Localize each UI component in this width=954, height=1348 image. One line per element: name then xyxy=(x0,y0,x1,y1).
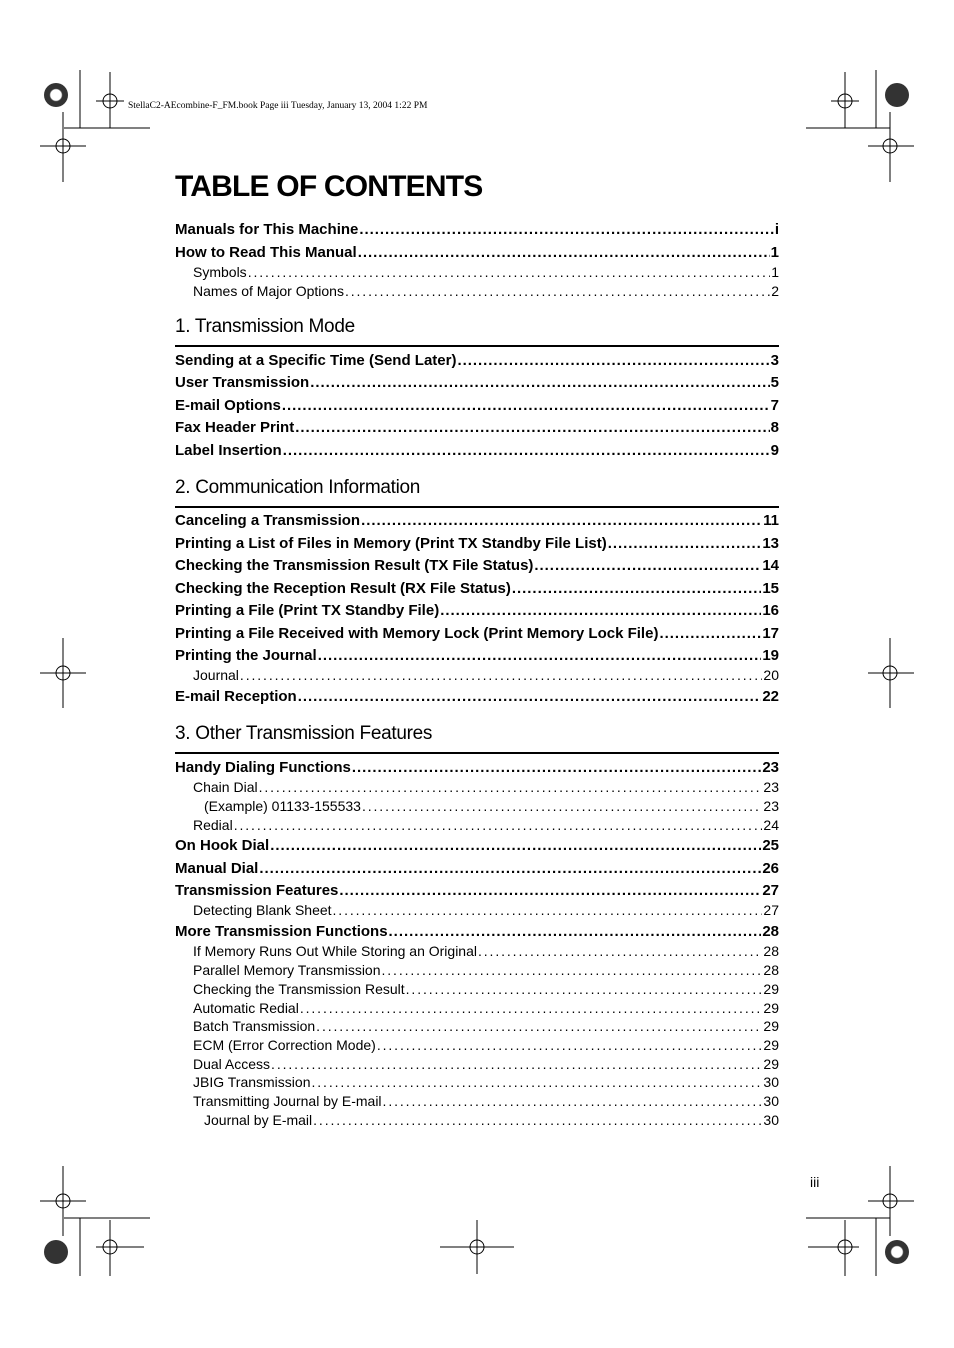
toc-entry-title: Checking the Reception Result (RX File Status) xyxy=(175,580,511,597)
toc-entry-title: Symbols xyxy=(193,264,247,280)
toc-entry-title: Journal by E-mail xyxy=(204,1112,313,1128)
toc-entry[interactable] xyxy=(175,759,779,776)
toc-entry-title: More Transmission Functions xyxy=(175,923,388,940)
toc-leader-dots xyxy=(339,882,761,899)
toc-leader-dots xyxy=(259,860,761,877)
toc-leader-dots xyxy=(478,943,762,959)
toc-entry-title: Dual Access xyxy=(193,1056,271,1072)
toc-entry[interactable] xyxy=(175,602,779,619)
toc-entry-title: Fax Header Print xyxy=(175,419,295,436)
toc-entry-page: 26 xyxy=(762,860,779,877)
toc-entry[interactable] xyxy=(175,1112,779,1128)
toc-entry[interactable] xyxy=(175,264,779,280)
toc-entry-title: Parallel Memory Transmission xyxy=(193,962,381,978)
page-number: iii xyxy=(810,1174,820,1190)
toc-leader-dots xyxy=(283,442,770,459)
toc-entry-page: 1 xyxy=(770,244,779,261)
toc-entry-page: i xyxy=(774,221,779,238)
toc-entry[interactable] xyxy=(175,397,779,414)
toc-leader-dots xyxy=(457,352,769,369)
toc-entry-title: Printing a List of Files in Memory (Print TX Standby File List) xyxy=(175,535,607,552)
toc-leader-dots xyxy=(316,1018,762,1034)
toc-entry[interactable] xyxy=(175,1000,779,1016)
toc-entry[interactable] xyxy=(175,442,779,459)
toc-leader-dots xyxy=(383,1093,763,1109)
toc-entry-page: 29 xyxy=(763,1056,779,1072)
toc-entry-page: 28 xyxy=(763,943,779,959)
toc-entry[interactable] xyxy=(175,1093,779,1109)
toc-entry-page: 22 xyxy=(762,688,779,705)
toc-entry-page: 28 xyxy=(762,923,779,940)
toc-entry-page: 27 xyxy=(762,882,779,899)
toc-entry-title: Manuals for This Machine xyxy=(175,221,359,238)
toc-entry-title: JBIG Transmission xyxy=(193,1074,311,1090)
toc-leader-dots xyxy=(345,283,770,299)
toc-entry-page: 3 xyxy=(770,352,779,369)
toc-entry-page: 2 xyxy=(771,283,779,299)
toc-entry-page: 23 xyxy=(763,779,779,795)
toc-entry[interactable] xyxy=(175,512,779,529)
toc-entry-page: 30 xyxy=(763,1112,779,1128)
toc-entry[interactable] xyxy=(175,798,779,814)
toc-entry[interactable] xyxy=(175,374,779,391)
toc-entry-title: Printing a File Received with Memory Lock (Print Memory Lock File) xyxy=(175,625,659,642)
toc-leader-dots xyxy=(259,779,763,795)
toc-leader-dots xyxy=(271,1056,762,1072)
toc-entry-title: E-mail Options xyxy=(175,397,281,414)
toc-leader-dots xyxy=(313,1112,762,1128)
toc-entry-page: 28 xyxy=(763,962,779,978)
toc-entry[interactable] xyxy=(175,283,779,299)
toc-leader-dots xyxy=(270,837,761,854)
toc-entry-page: 29 xyxy=(763,1000,779,1016)
toc-leader-dots xyxy=(361,512,762,529)
toc-entry-title: Checking the Transmission Result xyxy=(193,981,405,997)
section-heading-1: 1. Transmission Mode xyxy=(175,316,779,347)
toc-entry[interactable] xyxy=(175,535,779,552)
toc-entry-title: Printing the Journal xyxy=(175,647,317,664)
toc-entry-page: 17 xyxy=(762,625,779,642)
toc-entry[interactable] xyxy=(175,923,779,940)
toc-entry[interactable] xyxy=(175,557,779,574)
toc-entry-page: 19 xyxy=(762,647,779,664)
toc-entry[interactable] xyxy=(175,1037,779,1053)
toc-leader-dots xyxy=(389,923,762,940)
toc-entry[interactable] xyxy=(175,352,779,369)
toc-leader-dots xyxy=(333,902,763,918)
toc-leader-dots xyxy=(659,625,761,642)
toc-leader-dots xyxy=(382,962,763,978)
toc-entry-title: Handy Dialing Functions xyxy=(175,759,351,776)
section-heading-3: 3. Other Transmission Features xyxy=(175,723,779,754)
toc-leader-dots xyxy=(406,981,763,997)
toc-entry[interactable] xyxy=(175,667,779,683)
print-info-header: StellaC2-AEcombine-F_FM.book Page iii Tuesday, January 13, 2004 1:22 PM xyxy=(128,101,428,111)
toc-entry-title: If Memory Runs Out While Storing an Original xyxy=(193,943,477,959)
toc-leader-dots xyxy=(295,419,769,436)
toc-entry-title: Checking the Transmission Result (TX File Status) xyxy=(175,557,534,574)
toc-entry-page: 5 xyxy=(770,374,779,391)
toc-entry[interactable] xyxy=(175,943,779,959)
toc-leader-dots xyxy=(440,602,761,619)
toc-leader-dots xyxy=(240,667,763,683)
toc-entry-title: Detecting Blank Sheet xyxy=(193,902,332,918)
toc-leader-dots xyxy=(234,817,763,833)
toc-leader-dots xyxy=(534,557,761,574)
toc-entry-page: 11 xyxy=(763,512,779,529)
toc-leader-dots xyxy=(300,1000,763,1016)
toc-leader-dots xyxy=(311,1074,762,1090)
toc-entry[interactable] xyxy=(175,1056,779,1072)
toc-entry[interactable] xyxy=(175,647,779,664)
toc-leader-dots xyxy=(377,1037,763,1053)
toc-leader-dots xyxy=(359,221,773,238)
toc-entry[interactable] xyxy=(175,981,779,997)
toc-entry-page: 23 xyxy=(762,759,779,776)
toc-entry-page: 1 xyxy=(771,264,779,280)
toc-entry[interactable] xyxy=(175,962,779,978)
toc-entry-page: 29 xyxy=(763,1018,779,1034)
toc-leader-dots xyxy=(248,264,771,280)
toc-entry[interactable] xyxy=(175,580,779,597)
toc-entry-title: Batch Transmission xyxy=(193,1018,316,1034)
section-heading-2: 2. Communication Information xyxy=(175,477,779,508)
toc-entry[interactable] xyxy=(175,1018,779,1034)
toc-entry-page: 29 xyxy=(763,1037,779,1053)
toc-entry-page: 13 xyxy=(762,535,779,552)
toc-entry[interactable] xyxy=(175,882,779,899)
toc-entry[interactable] xyxy=(175,779,779,795)
toc-entry-page: 7 xyxy=(770,397,779,414)
toc-entry-page: 27 xyxy=(763,902,779,918)
toc-entry-page: 30 xyxy=(763,1074,779,1090)
toc-entry[interactable] xyxy=(175,688,779,705)
toc-leader-dots xyxy=(310,374,769,391)
toc-entry-page: 25 xyxy=(762,837,779,854)
toc-entry[interactable] xyxy=(175,837,779,854)
toc-entry-page: 20 xyxy=(763,667,779,683)
toc-entry-title: Journal xyxy=(193,667,239,683)
toc-entry-page: 24 xyxy=(763,817,779,833)
toc-entry-title: User Transmission xyxy=(175,374,310,391)
toc-entry-title: Label Insertion xyxy=(175,442,282,459)
toc-entry[interactable] xyxy=(175,419,779,436)
toc-entry[interactable] xyxy=(175,1074,779,1090)
toc-entry-title: Names of Major Options xyxy=(193,283,344,299)
toc-entry-page: 9 xyxy=(770,442,779,459)
toc-entry-title: Automatic Redial xyxy=(193,1000,299,1016)
toc-leader-dots xyxy=(362,798,762,814)
toc-entry-title: On Hook Dial xyxy=(175,837,270,854)
toc-entry-title: Manual Dial xyxy=(175,860,259,877)
toc-leader-dots xyxy=(358,244,770,261)
page-title: TABLE OF CONTENTS xyxy=(175,170,483,203)
toc-entry[interactable] xyxy=(175,244,779,261)
toc-entry-page: 29 xyxy=(763,981,779,997)
toc-leader-dots xyxy=(608,535,762,552)
toc-entry-page: 8 xyxy=(770,419,779,436)
toc-entry-title: Redial xyxy=(193,817,233,833)
toc-entry-title: Transmission Features xyxy=(175,882,339,899)
toc-leader-dots xyxy=(298,688,762,705)
toc-entry[interactable] xyxy=(175,625,779,642)
toc-leader-dots xyxy=(282,397,770,414)
toc-entry[interactable] xyxy=(175,221,779,238)
toc-entry-title: E-mail Reception xyxy=(175,688,297,705)
toc-entry-page: 15 xyxy=(762,580,779,597)
toc-entry-title: Sending at a Specific Time (Send Later) xyxy=(175,352,457,369)
toc-entry-title: Printing a File (Print TX Standby File) xyxy=(175,602,440,619)
toc-leader-dots xyxy=(318,647,762,664)
toc-entry-title: Transmitting Journal by E-mail xyxy=(193,1093,382,1109)
toc-leader-dots xyxy=(512,580,761,597)
toc-entry-title: How to Read This Manual xyxy=(175,244,357,261)
toc-entry[interactable] xyxy=(175,860,779,877)
toc-entry-page: 23 xyxy=(763,798,779,814)
toc-entry-page: 30 xyxy=(763,1093,779,1109)
toc-entry[interactable] xyxy=(175,902,779,918)
toc-entry-page: 14 xyxy=(762,557,779,574)
toc-entry-title: ECM (Error Correction Mode) xyxy=(193,1037,376,1053)
toc-leader-dots xyxy=(352,759,761,776)
toc-entry-title: Canceling a Transmission xyxy=(175,512,361,529)
toc-entry-title: (Example) 01133-155533 xyxy=(204,798,361,814)
toc-entry-page: 16 xyxy=(762,602,779,619)
toc-entry-title: Chain Dial xyxy=(193,779,258,795)
toc-entry[interactable] xyxy=(175,817,779,833)
